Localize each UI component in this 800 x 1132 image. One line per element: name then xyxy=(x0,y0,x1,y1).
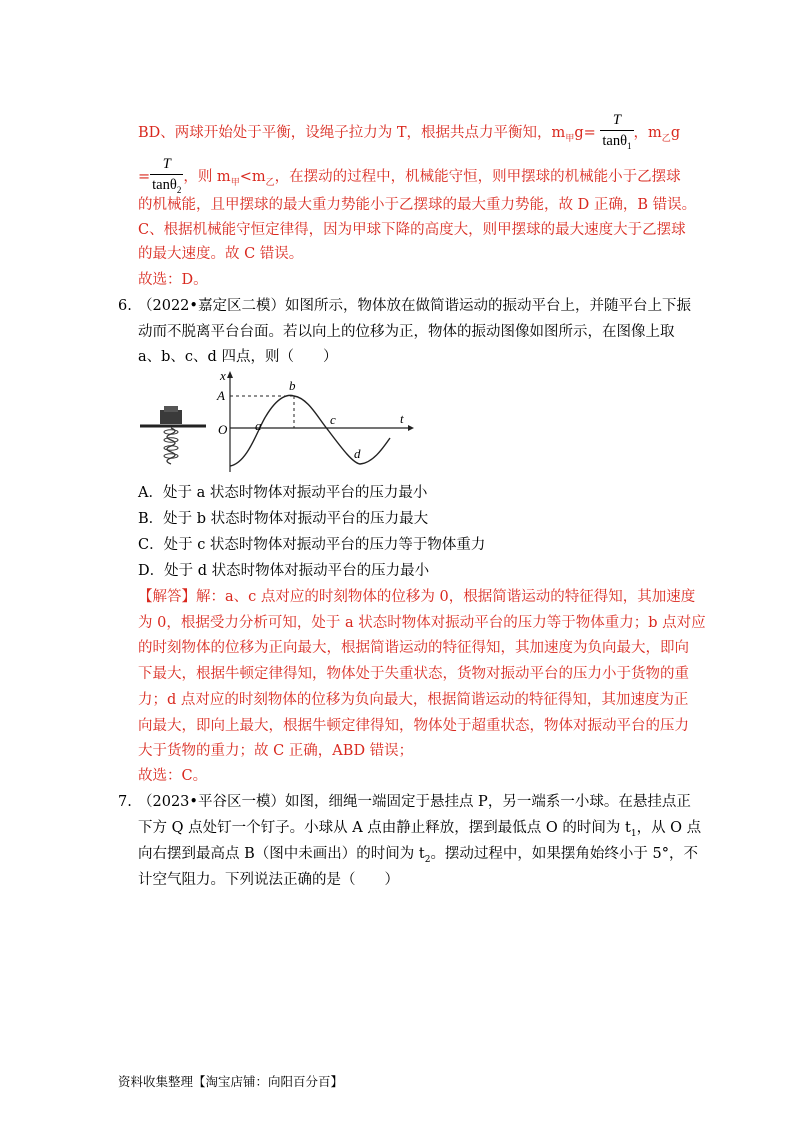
answer-tag: 【解答】 xyxy=(138,589,196,605)
q6-answer-line5: 力；d 点对应的时刻物体的位移为负向最大，根据简谐运动的特征得知，其加速度为正 xyxy=(138,692,689,708)
q6-stem-line3: a、b、c、d 四点，则（ ） xyxy=(138,349,338,365)
q7-stem-line4: 计空气阻力。下列说法正确的是（ ） xyxy=(138,872,399,888)
q6-answer-line4: 下最大，根据牛顿定律得知，物体处于失重状态，货物对振动平台的压力小于货物的重 xyxy=(138,666,689,682)
solution5-line1: BD、两球开始处于平衡，设绳子拉力为 T，根据共点力平衡知，$m_甲g=$ $\frac{T}{\tan\theta_1}$ ，$m_乙g$ xyxy=(138,110,680,156)
spring-platform-illustration xyxy=(140,406,206,464)
fraction-t-tan-theta1: $\frac{T}{\tan\theta_1}$ xyxy=(602,112,632,151)
vibration-curve xyxy=(230,395,390,466)
q6-option-a: A．处于 a 状态时物体对振动平台的压力最小 xyxy=(138,485,428,501)
solution5-line4: C、根据机械能守恒定律得，因为甲球下降的高度大，则甲摆球的最大速度大于乙摆球 xyxy=(138,222,686,238)
solution5-line5: 的最大速度。故 C 错误。 xyxy=(138,246,304,262)
point-label-b: b xyxy=(289,378,296,393)
q7-number: 7. xyxy=(118,794,132,810)
axis-label-x: x xyxy=(220,368,226,383)
q6-answer-line2: 为 0，根据受力分析可知，处于 a 状态时物体对振动平台的压力等于物体重力；b 点对应 xyxy=(138,615,706,631)
point-label-a: a xyxy=(255,418,262,433)
q6-number: 6. xyxy=(118,298,132,314)
label-origin: O xyxy=(218,422,228,437)
q7-stem-line1: （2023•平谷区一模）如图，细绳一端固定于悬挂点 P，另一端系一小球。在悬挂点正 xyxy=(138,794,691,810)
solution5-answer: 故选：D。 xyxy=(138,272,208,288)
q6-answer-line7: 大于货物的重力；故 C 正确，ABD 错误； xyxy=(138,743,414,759)
point-label-c: c xyxy=(330,412,336,427)
q6-answer-choice: 故选：C。 xyxy=(138,768,208,784)
solution5-line3: 的机械能，且甲摆球的最大重力势能小于乙摆球的最大重力势能，故 D 正确，B 错误。 xyxy=(138,197,697,213)
solution5-line2: = $\frac{T}{\tan\theta_2}$ ，则 $m_甲<m_乙$，在摆动的过程中，机械能守恒，则甲摆球的机械能小于乙摆球 xyxy=(138,154,681,200)
axis-label-t: t xyxy=(400,411,404,426)
q6-answer-line1: 【解答】解：a、c 点对应的时刻物体的位移为 0，根据简谐运动的特征得知，其加速度 xyxy=(138,589,696,605)
q6-option-c: C．处于 c 状态时物体对振动平台的压力等于物体重力 xyxy=(138,537,486,553)
label-amplitude: A xyxy=(217,388,225,403)
q6-figure xyxy=(138,368,418,478)
q7-stem-line2: 下方 Q 点处钉一个钉子。小球从 A 点由静止释放，摆到最低点 O 的时间为 $t_1$，从 O 点 xyxy=(138,820,702,839)
q6-stem-line2: 动而不脱离平台台面。若以向上的位移为正，物体的振动图像如图所示，在图像上取 xyxy=(138,324,675,340)
q6-option-d: D．处于 d 状态时物体对振动平台的压力最小 xyxy=(138,563,430,579)
point-label-d: d xyxy=(354,446,361,461)
fraction-t-tan-theta2: $\frac{T}{\tan\theta_2}$ xyxy=(152,156,182,195)
q6-answer-line3: 的时刻物体的位移为正向最大，根据简谐运动的特征得知，其加速度为负向最大，即向 xyxy=(138,640,689,656)
q6-stem-line1: （2022•嘉定区二模）如图所示，物体放在做简谐运动的振动平台上，并随平台上下振 xyxy=(138,298,691,314)
q6-option-b: B．处于 b 状态时物体对振动平台的压力最大 xyxy=(138,511,429,527)
page-footer: 资料收集整理【淘宝店铺：向阳百分百】 xyxy=(118,1074,344,1089)
q7-stem-line3: 向右摆到最高点 B（图中未画出）的时间为 $t_2$。摆动过程中，如果摆角始终小于 5°，不 xyxy=(138,846,699,865)
q6-answer-line6: 向最大，即向上最大，根据牛顿定律得知，物体处于超重状态，物体对振动平台的压力 xyxy=(138,718,689,734)
